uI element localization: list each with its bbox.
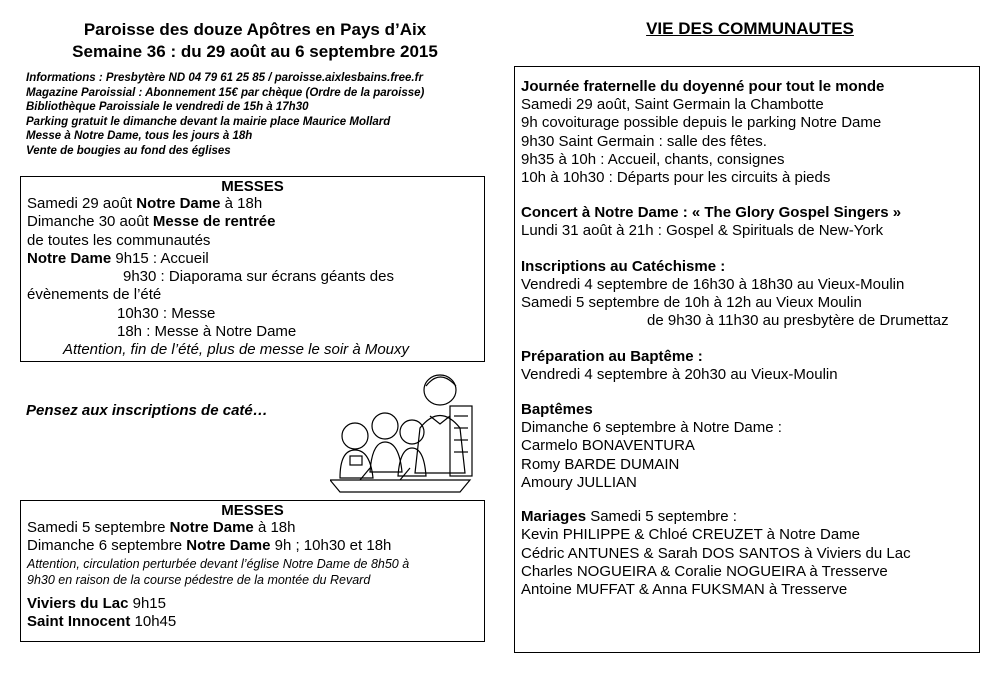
- messes-line: Dimanche 6 septembre Notre Dame 9h ; 10h30 et 18h: [27, 537, 392, 555]
- section-line: Carmelo BONAVENTURA: [521, 437, 695, 455]
- children-catechism-illustration: [330, 368, 480, 498]
- communities-box: [514, 66, 980, 653]
- section-line: Lundi 31 août à 21h : Gospel & Spirituals de New-York: [521, 222, 884, 240]
- info-line: Magazine Paroissial : Abonnement 15€ par chèque (Ordre de la paroisse): [26, 86, 425, 99]
- section-heading: Mariages Samedi 5 septembre :: [521, 508, 737, 526]
- messes-line: 10h30 : Messe: [117, 304, 216, 322]
- messes-line: Samedi 29 août Notre Dame à 18h: [27, 195, 263, 212]
- cate-reminder: Pensez aux inscriptions de caté…: [26, 402, 268, 419]
- section-heading: Préparation au Baptême :: [521, 347, 703, 365]
- section-line: Samedi 5 septembre de 10h à 12h au Vieux Moulin: [521, 294, 862, 312]
- info-line: Bibliothèque Paroissiale le vendredi de 15h à 17h30: [26, 101, 309, 114]
- section-line: de 9h30 à 11h30 au presbytère de Drumettaz: [647, 312, 949, 330]
- section-line: Kevin PHILIPPE & Chloé CREUZET à Notre Dame: [521, 526, 861, 544]
- section-heading: Inscriptions au Catéchisme :: [521, 257, 726, 275]
- messes-line: de toutes les communautés: [27, 231, 211, 249]
- parish-title: Paroisse des douze Apôtres en Pays d’Aix: [83, 20, 427, 39]
- info-line: Parking gratuit le dimanche devant la mairie place Maurice Mollard: [26, 115, 391, 128]
- section-journee: [521, 77, 973, 187]
- messes-line: 18h : Messe à Notre Dame: [117, 323, 297, 341]
- info-line: Vente de bougies au fond des églises: [26, 144, 231, 157]
- messes-line: Dimanche 30 août Messe de rentrée: [27, 213, 276, 231]
- section-line: Antoine MUFFAT & Anna FUKSMAN à Tresserve: [521, 581, 848, 599]
- section-line: 10h à 10h30 : Départs pour les circuits à pieds: [521, 169, 831, 187]
- section-concert: [521, 203, 973, 240]
- messes-note: Attention, circulation perturbée devant l’église Notre Dame de 8h50 à: [27, 556, 410, 571]
- section-baptemes: [521, 400, 973, 492]
- info-line: Informations : Presbytère ND 04 79 61 25 85 / paroisse.aixlesbains.free.fr: [26, 72, 423, 84]
- section-line: Samedi 29 août, Saint Germain la Chambotte: [521, 96, 824, 113]
- section-line: Vendredi 4 septembre de 16h30 à 18h30 au Vieux-Moulin: [521, 275, 905, 293]
- communities-title: VIE DES COMMUNAUTES: [646, 19, 854, 38]
- messes-box-week2: [20, 500, 485, 642]
- section-line: Cédric ANTUNES & Sarah DOS SANTOS à Viviers du Lac: [521, 544, 911, 562]
- section-line: Amoury JULLIAN: [521, 473, 637, 491]
- section-bapteme-prep: [521, 347, 973, 384]
- info-line: Messe à Notre Dame, tous les jours à 18h: [26, 130, 253, 143]
- section-line: Romy BARDE DUMAIN: [521, 455, 680, 473]
- messes-line: Viviers du Lac 9h15: [27, 594, 166, 612]
- messes-title: MESSES: [221, 178, 284, 195]
- section-heading: Concert à Notre Dame : « The Glory Gospel Singers »: [521, 204, 902, 222]
- section-line: 9h30 Saint Germain : salle des fêtes.: [521, 132, 767, 150]
- section-catechisme: [521, 257, 973, 331]
- section-line: 9h covoiturage possible depuis le parking Notre Dame: [521, 114, 882, 132]
- messes-line: Saint Innocent 10h45: [27, 612, 177, 630]
- section-line: Dimanche 6 septembre à Notre Dame :: [521, 418, 782, 436]
- messes-note: Attention, fin de l’été, plus de messe le soir à Mouxy: [63, 341, 410, 359]
- section-line: 9h35 à 10h : Accueil, chants, consignes: [521, 150, 785, 168]
- messes-line: 9h30 : Diaporama sur écrans géants des: [123, 268, 394, 286]
- section-line: Charles NOGUEIRA & Coralie NOGUEIRA à Tresserve: [521, 563, 888, 581]
- messes-box-week1: [20, 176, 485, 362]
- section-heading: Journée fraternelle du doyenné pour tout le monde: [521, 78, 885, 95]
- messes-line: Samedi 5 septembre Notre Dame à 18h: [27, 519, 296, 536]
- info-block: [26, 71, 486, 159]
- messes-title: MESSES: [221, 502, 284, 519]
- section-line: Vendredi 4 septembre à 20h30 au Vieux-Moulin: [521, 365, 838, 383]
- messes-note: 9h30 en raison de la course pédestre de la montée du Revard: [27, 573, 371, 588]
- section-heading: Baptêmes: [521, 400, 593, 418]
- section-mariages: [521, 508, 973, 599]
- messes-line: évènements de l’été: [27, 286, 162, 304]
- messes-line: Notre Dame 9h15 : Accueil: [27, 249, 209, 267]
- week-title: Semaine 36 : du 29 août au 6 septembre 2015: [72, 42, 438, 61]
